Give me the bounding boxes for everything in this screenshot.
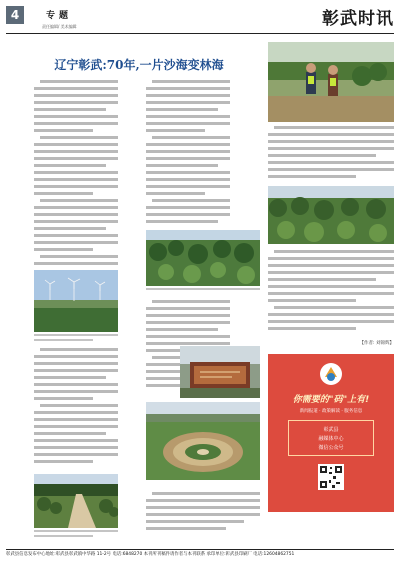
- footer-imprint: 彰武县信息发布中心地址:彰武县彰武镇中华路 11-2号 电话:6848270 本刊所刊稿件请作者与本刊联系 承印单位:彰武县印刷厂 电话:12604862751: [6, 552, 295, 557]
- promo-info-box: [288, 420, 374, 456]
- article-column-1-continued: [34, 348, 118, 470]
- editor-credits: 责任编辑/ 美术编辑: [42, 24, 77, 29]
- brand-logo-text: 彰武时讯: [322, 9, 394, 29]
- forest-aerial-photo: [146, 230, 260, 286]
- promo-subtitle: 新闻报道 · 政策解读 · 服务信息: [299, 409, 363, 414]
- photo-caption: [34, 334, 118, 344]
- promo-box-line: 融媒体中心: [318, 436, 344, 442]
- page-number: 4: [6, 6, 24, 24]
- masthead: [0, 0, 400, 36]
- promo-box-line: 微信公众号: [318, 445, 344, 451]
- tree-planting-photo: [268, 42, 394, 122]
- article-headline: 辽宁彰武:70年,一片沙海变林海: [54, 58, 224, 72]
- section-title: 专题: [46, 11, 73, 21]
- promo-slogan: 你需要的"码"上有!: [292, 395, 370, 405]
- article-column-3: [268, 126, 394, 186]
- promo-box-line: 彰武县: [323, 427, 339, 433]
- photo-caption: [34, 530, 118, 540]
- qr-code-icon[interactable]: [318, 464, 344, 490]
- article-column-1: [34, 80, 118, 268]
- article-column-2: [146, 80, 230, 228]
- photo-caption: [146, 288, 260, 298]
- wechat-promo-panel: [268, 354, 394, 512]
- media-center-logo-icon: [319, 362, 343, 386]
- circular-park-aerial-photo: [146, 402, 260, 480]
- memorial-exhibit-photo: [180, 346, 260, 398]
- forest-trail-photo: [34, 474, 118, 528]
- forest-panorama-photo: [268, 186, 394, 244]
- article-column-3-continued: [268, 250, 394, 350]
- article-author: 【作者: 刘锦辉】: [359, 341, 394, 346]
- footer-divider: [6, 549, 394, 550]
- article-column-2-end: [146, 492, 260, 538]
- header-divider: [6, 33, 394, 34]
- wind-turbine-landscape-photo: [34, 270, 118, 332]
